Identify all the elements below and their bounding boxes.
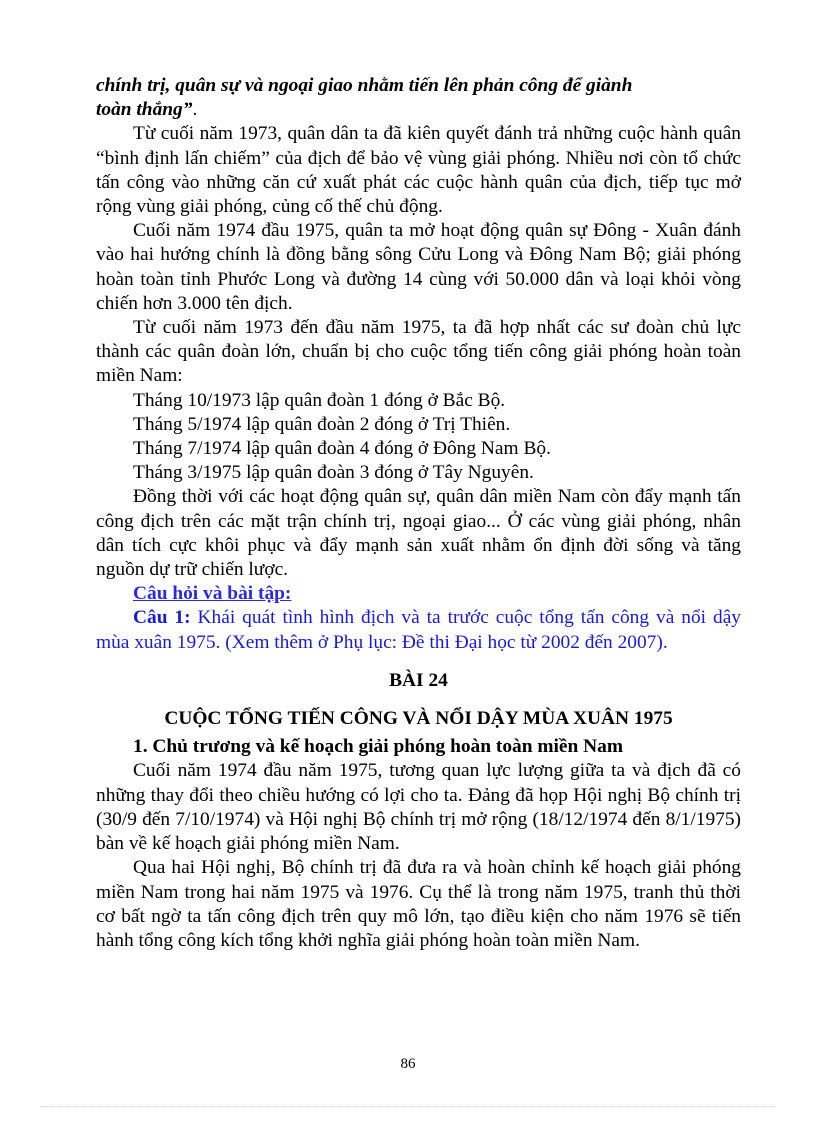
paragraph-offensive: Cuối năm 1974 đầu 1975, quân ta mở hoạt động quân sự Đông - Xuân đánh vào hai hướng chính là đồng bằng sông Cửu Long và Đông Nam Bộ; giải phóng hoàn toàn tỉnh Phước Long và đường 14 cùng với 50.000 dân và loại khỏi vòng chiến hơn 3.000 tên địch. [96,220,741,314]
footer-divider [40,1106,776,1107]
question-text: Khái quát tình hình địch và ta trước cuộc tổng tấn công và nổi dậy mùa xuân 1975. (Xem thêm ở Phụ lục: Đề thi Đại học từ 2002 đến 2007). [96,607,741,653]
lesson-title: CUỘC TỔNG TIẾN CÔNG VÀ NỔI DẬY MÙA XUÂN 1975 [164,708,673,730]
corps-list-item: Tháng 7/1974 lập quân đoàn 4 đóng ở Đông Nam Bộ. [133,438,551,460]
intro-quote [96,74,741,122]
intro-quote-line1: chính trị, quân sự và ngoại giao nhằm tiến lên phản công để giành [96,75,633,96]
corps-list-item: Tháng 5/1974 lập quân đoàn 2 đóng ở Trị Thiên. [133,413,511,435]
exercise-heading: Câu hỏi và bài tập: [133,583,292,605]
exercise-question-1 [96,606,741,654]
intro-quote-line2: toàn thắng” [96,99,193,121]
lesson-number: BÀI 24 [389,669,448,691]
paragraph-conferences: Qua hai Hội nghị, Bộ chính trị đã đưa ra và hoàn chỉnh kế hoạch giải phóng miền Nam trong hai năm 1975 và 1976. Cụ thể là trong năm 1975, tranh thủ thời cơ bất ngờ ta tấn công địch trên quy mô lớn, tạo điều kiện cho năm 1976 sẽ tiến hành tổng công kích tổng khởi nghĩa giải phóng hoàn toàn miền Nam. [96,857,741,951]
intro-quote-trail: . [192,99,198,121]
paragraph-defense: Từ cuối năm 1973, quân dân ta đã kiên quyết đánh trả những cuộc hành quân “bình định lấn chiếm” của địch để bảo vệ vùng giải phóng. Nhiều nơi còn tổ chức tấn công vào những căn cứ xuất phát các cuộc hành quân của địch, tiếp tục mở rộng vùng giải phóng, củng cố thế chủ động. [96,123,741,218]
corps-list-item: Tháng 10/1973 lập quân đoàn 1 đóng ở Bắc Bộ. [133,389,506,411]
page-body [96,74,741,953]
paragraph-corps-intro: Từ cuối năm 1973 đến đầu năm 1975, ta đã hợp nhất các sư đoàn chủ lực thành các quân đoàn lớn, chuẩn bị cho cuộc tổng tiến công giải phóng hoàn toàn miền Nam: [96,317,741,387]
paragraph-plan: Cuối năm 1974 đầu năm 1975, tương quan lực lượng giữa ta và địch đã có những thay đổi theo chiều hướng có lợi cho ta. Đảng đã họp Hội nghị Bộ chính trị (30/9 đến 7/10/1974) và Hội nghị Bộ chính trị mở rộng (18/12/1974 đến 8/1/1975) bàn về kế hoạch giải phóng miền Nam. [96,760,741,855]
corps-list-item: Tháng 3/1975 lập quân đoàn 3 đóng ở Tây Nguyên. [133,462,534,484]
page-number: 86 [400,1056,416,1072]
paragraph-political-front: Đồng thời với các hoạt động quân sự, quân dân miền Nam còn đẩy mạnh tấn công địch trên các mặt trận chính trị, ngoại giao... Ở các vùng giải phóng, nhân dân tích cực khôi phục và đẩy mạnh sản xuất nhằm ổn định đời sống và tăng nguồn dự trữ chiến lược. [96,486,741,581]
question-label: Câu 1: [133,607,191,629]
section-heading: 1. Chủ trương và kế hoạch giải phóng hoàn toàn miền Nam [133,736,623,758]
